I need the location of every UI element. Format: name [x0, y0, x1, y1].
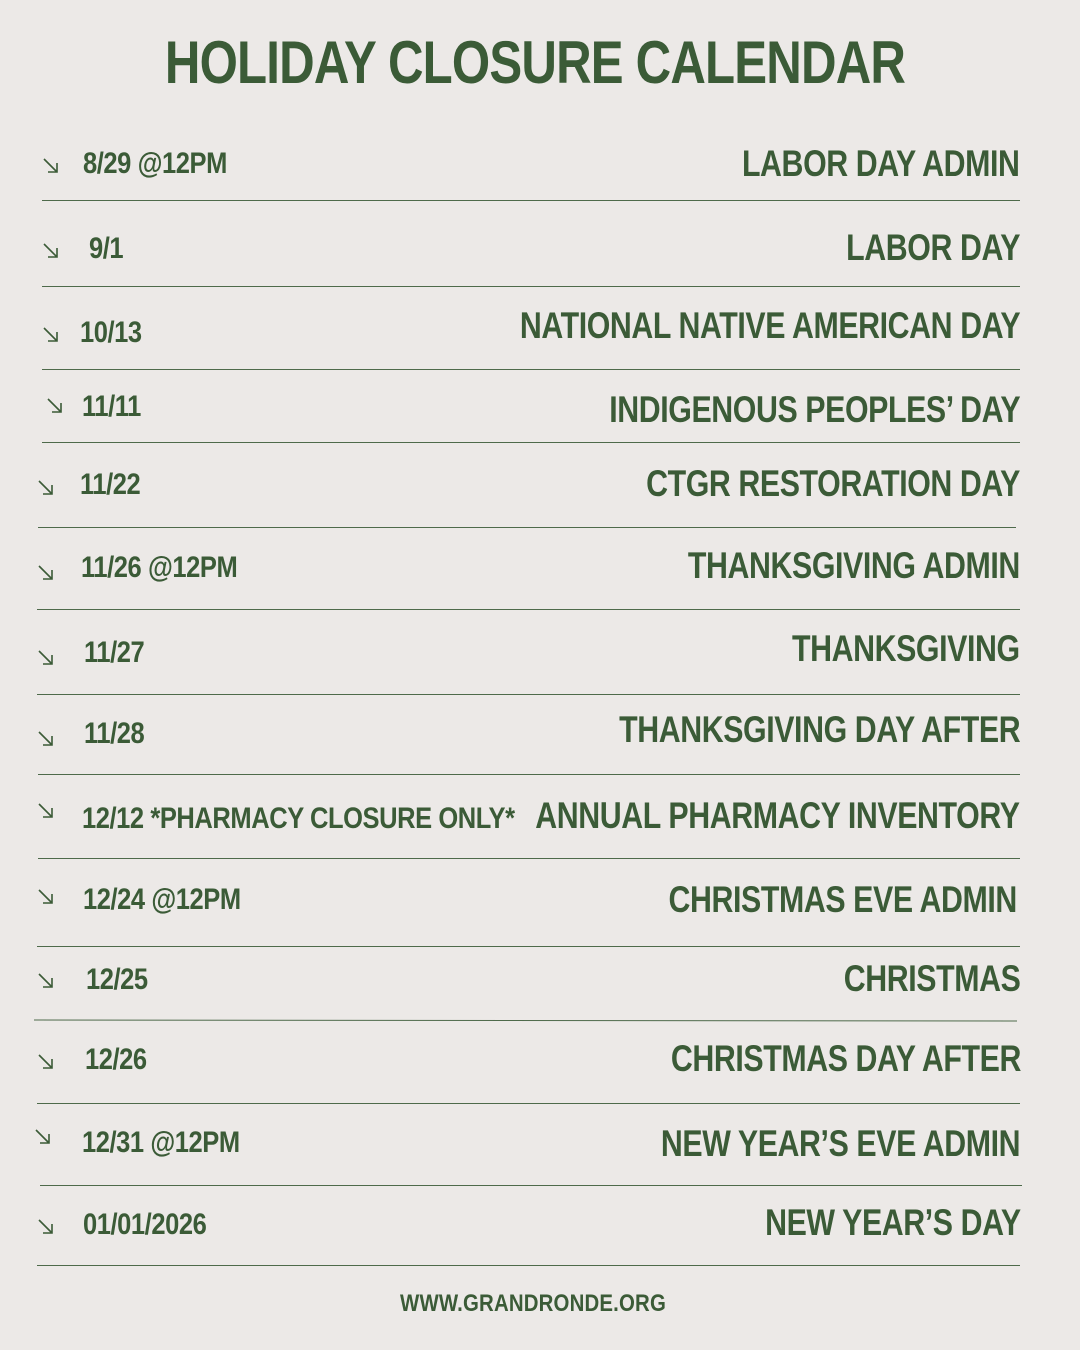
divider [42, 442, 1020, 443]
holiday-name: LABOR DAY ADMIN [742, 143, 1020, 184]
divider [37, 946, 1020, 947]
arrow-down-right-icon [36, 1052, 56, 1072]
arrow-down-right-icon [36, 729, 56, 749]
holiday-name: NEW YEAR’S DAY [765, 1202, 1021, 1243]
closure-date: 12/24 @12PM [83, 883, 241, 916]
closure-date: 11/28 [84, 717, 145, 750]
divider [37, 1265, 1020, 1266]
divider [38, 774, 1020, 775]
closure-date: 10/13 [80, 316, 142, 349]
divider [38, 858, 1020, 859]
holiday-name: THANKSGIVING DAY AFTER [618, 709, 1020, 750]
holiday-name: THANKSGIVING ADMIN [688, 545, 1020, 586]
divider [38, 527, 1016, 528]
holiday-name: CHRISTMAS DAY AFTER [670, 1038, 1021, 1079]
divider [37, 609, 1020, 610]
closure-date: 8/29 @12PM [83, 147, 227, 180]
arrow-down-right-icon [36, 801, 56, 821]
closure-date: 12/25 [86, 963, 148, 996]
closure-date: 11/26 @12PM [81, 551, 238, 584]
closure-date: 01/01/2026 [83, 1208, 207, 1241]
arrow-down-right-icon [33, 1127, 53, 1147]
holiday-name: NATIONAL NATIVE AMERICAN DAY [519, 305, 1020, 346]
closure-date: 9/1 [89, 232, 124, 265]
closure-date: 11/11 [82, 390, 141, 423]
closure-date: 11/27 [84, 636, 145, 669]
arrow-down-right-icon [36, 887, 56, 907]
divider [37, 694, 1020, 695]
arrow-down-right-icon [36, 648, 56, 668]
arrow-down-right-icon [41, 156, 61, 176]
arrow-down-right-icon [41, 241, 61, 261]
holiday-name: CHRISTMAS EVE ADMIN [668, 879, 1017, 920]
holiday-name: THANKSGIVING [792, 628, 1020, 669]
holiday-name: CTGR RESTORATION DAY [646, 463, 1020, 504]
holiday-name: ANNUAL PHARMACY INVENTORY [535, 795, 1020, 836]
closure-date: 12/31 @12PM [82, 1126, 240, 1159]
divider [42, 369, 1020, 370]
arrow-down-right-icon [45, 396, 65, 416]
divider [40, 1185, 1022, 1186]
divider [37, 1103, 1020, 1104]
website-link[interactable]: WWW.GRANDRONDE.ORG [400, 1290, 666, 1317]
arrow-down-right-icon [36, 971, 56, 991]
holiday-name: INDIGENOUS PEOPLES’ DAY [609, 389, 1020, 430]
arrow-down-right-icon [36, 478, 56, 498]
closure-date: 12/26 [85, 1043, 147, 1076]
holiday-name: NEW YEAR’S EVE ADMIN [660, 1123, 1020, 1164]
page-title: HOLIDAY CLOSURE CALENDAR [164, 29, 906, 96]
arrow-down-right-icon [36, 563, 56, 583]
closure-date: 12/12 *PHARMACY CLOSURE ONLY* [82, 802, 515, 835]
divider [42, 200, 1020, 201]
holiday-name: CHRISTMAS [843, 958, 1020, 999]
divider [34, 1019, 1017, 1021]
arrow-down-right-icon [41, 325, 61, 345]
holiday-name: LABOR DAY [846, 227, 1020, 268]
divider [42, 286, 1020, 287]
arrow-down-right-icon [36, 1217, 56, 1237]
closure-date: 11/22 [80, 468, 141, 501]
